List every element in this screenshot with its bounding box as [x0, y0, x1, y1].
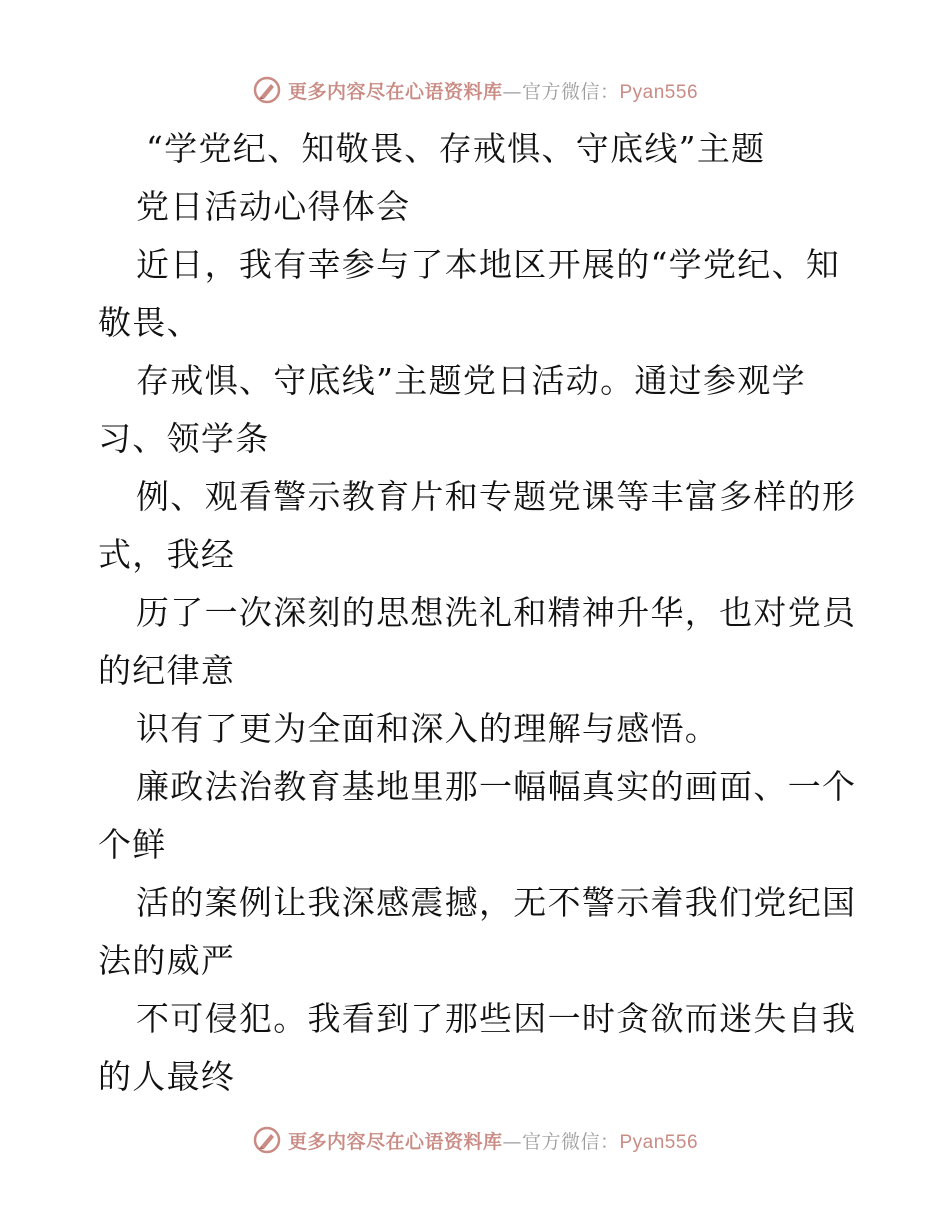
paragraph-line: 近日，我有幸参与了本地区开展的“学党纪、知 [136, 245, 841, 284]
paragraph-line: 识有了更为全面和深入的理解与感悟。 [136, 709, 720, 748]
document-body [98, 120, 858, 1106]
paragraph-line: 式，我经 [98, 535, 236, 574]
header-wechat-id: Pyan556 [619, 81, 699, 103]
document-title: “学党纪、知敬畏、存戒惧、守底线”主题 [146, 129, 766, 168]
paragraph-line: 不可侵犯。我看到了那些因一时贪欲而迷失自我 [136, 999, 857, 1038]
header-separator: — [502, 80, 522, 103]
paragraph-line: 的纪律意 [98, 651, 236, 690]
paragraph-line: 廉政法治教育基地里那一幅幅真实的画面、一个 [136, 767, 857, 806]
footer-wechat-label: 官方微信： [521, 1130, 620, 1153]
paragraph-line: 习、领学条 [98, 419, 270, 458]
footer-banner-text [288, 1127, 698, 1154]
paragraph-line: 法的威严 [98, 941, 236, 980]
paragraph-line: 例、观看警示教育片和专题党课等丰富多样的形 [136, 477, 857, 516]
footer-separator: — [502, 1130, 522, 1153]
document-subtitle: 党日活动心得体会 [136, 187, 411, 226]
pen-logo-icon [252, 1125, 282, 1155]
paragraph-line: 存戒惧、守底线”主题党日活动。通过参观学 [136, 361, 806, 400]
header-wechat-label: 官方微信： [521, 80, 620, 103]
footer-brand: 更多内容尽在心语资料库 [287, 1130, 503, 1153]
footer-wechat-id: Pyan556 [619, 1131, 699, 1153]
pen-logo-icon [252, 75, 282, 105]
header-banner-text [288, 77, 698, 104]
paragraph-line: 历了一次深刻的思想洗礼和精神升华，也对党员 [136, 593, 857, 632]
footer-watermark-banner [0, 1120, 950, 1160]
paragraph-line: 活的案例让我深感震撼，无不警示着我们党纪国 [136, 883, 857, 922]
header-watermark-banner [0, 70, 950, 110]
paragraph-line: 个鲜 [98, 825, 167, 864]
header-brand: 更多内容尽在心语资料库 [287, 80, 503, 103]
paragraph-line: 敬畏、 [98, 303, 201, 342]
paragraph-line: 的人最终 [98, 1057, 236, 1096]
